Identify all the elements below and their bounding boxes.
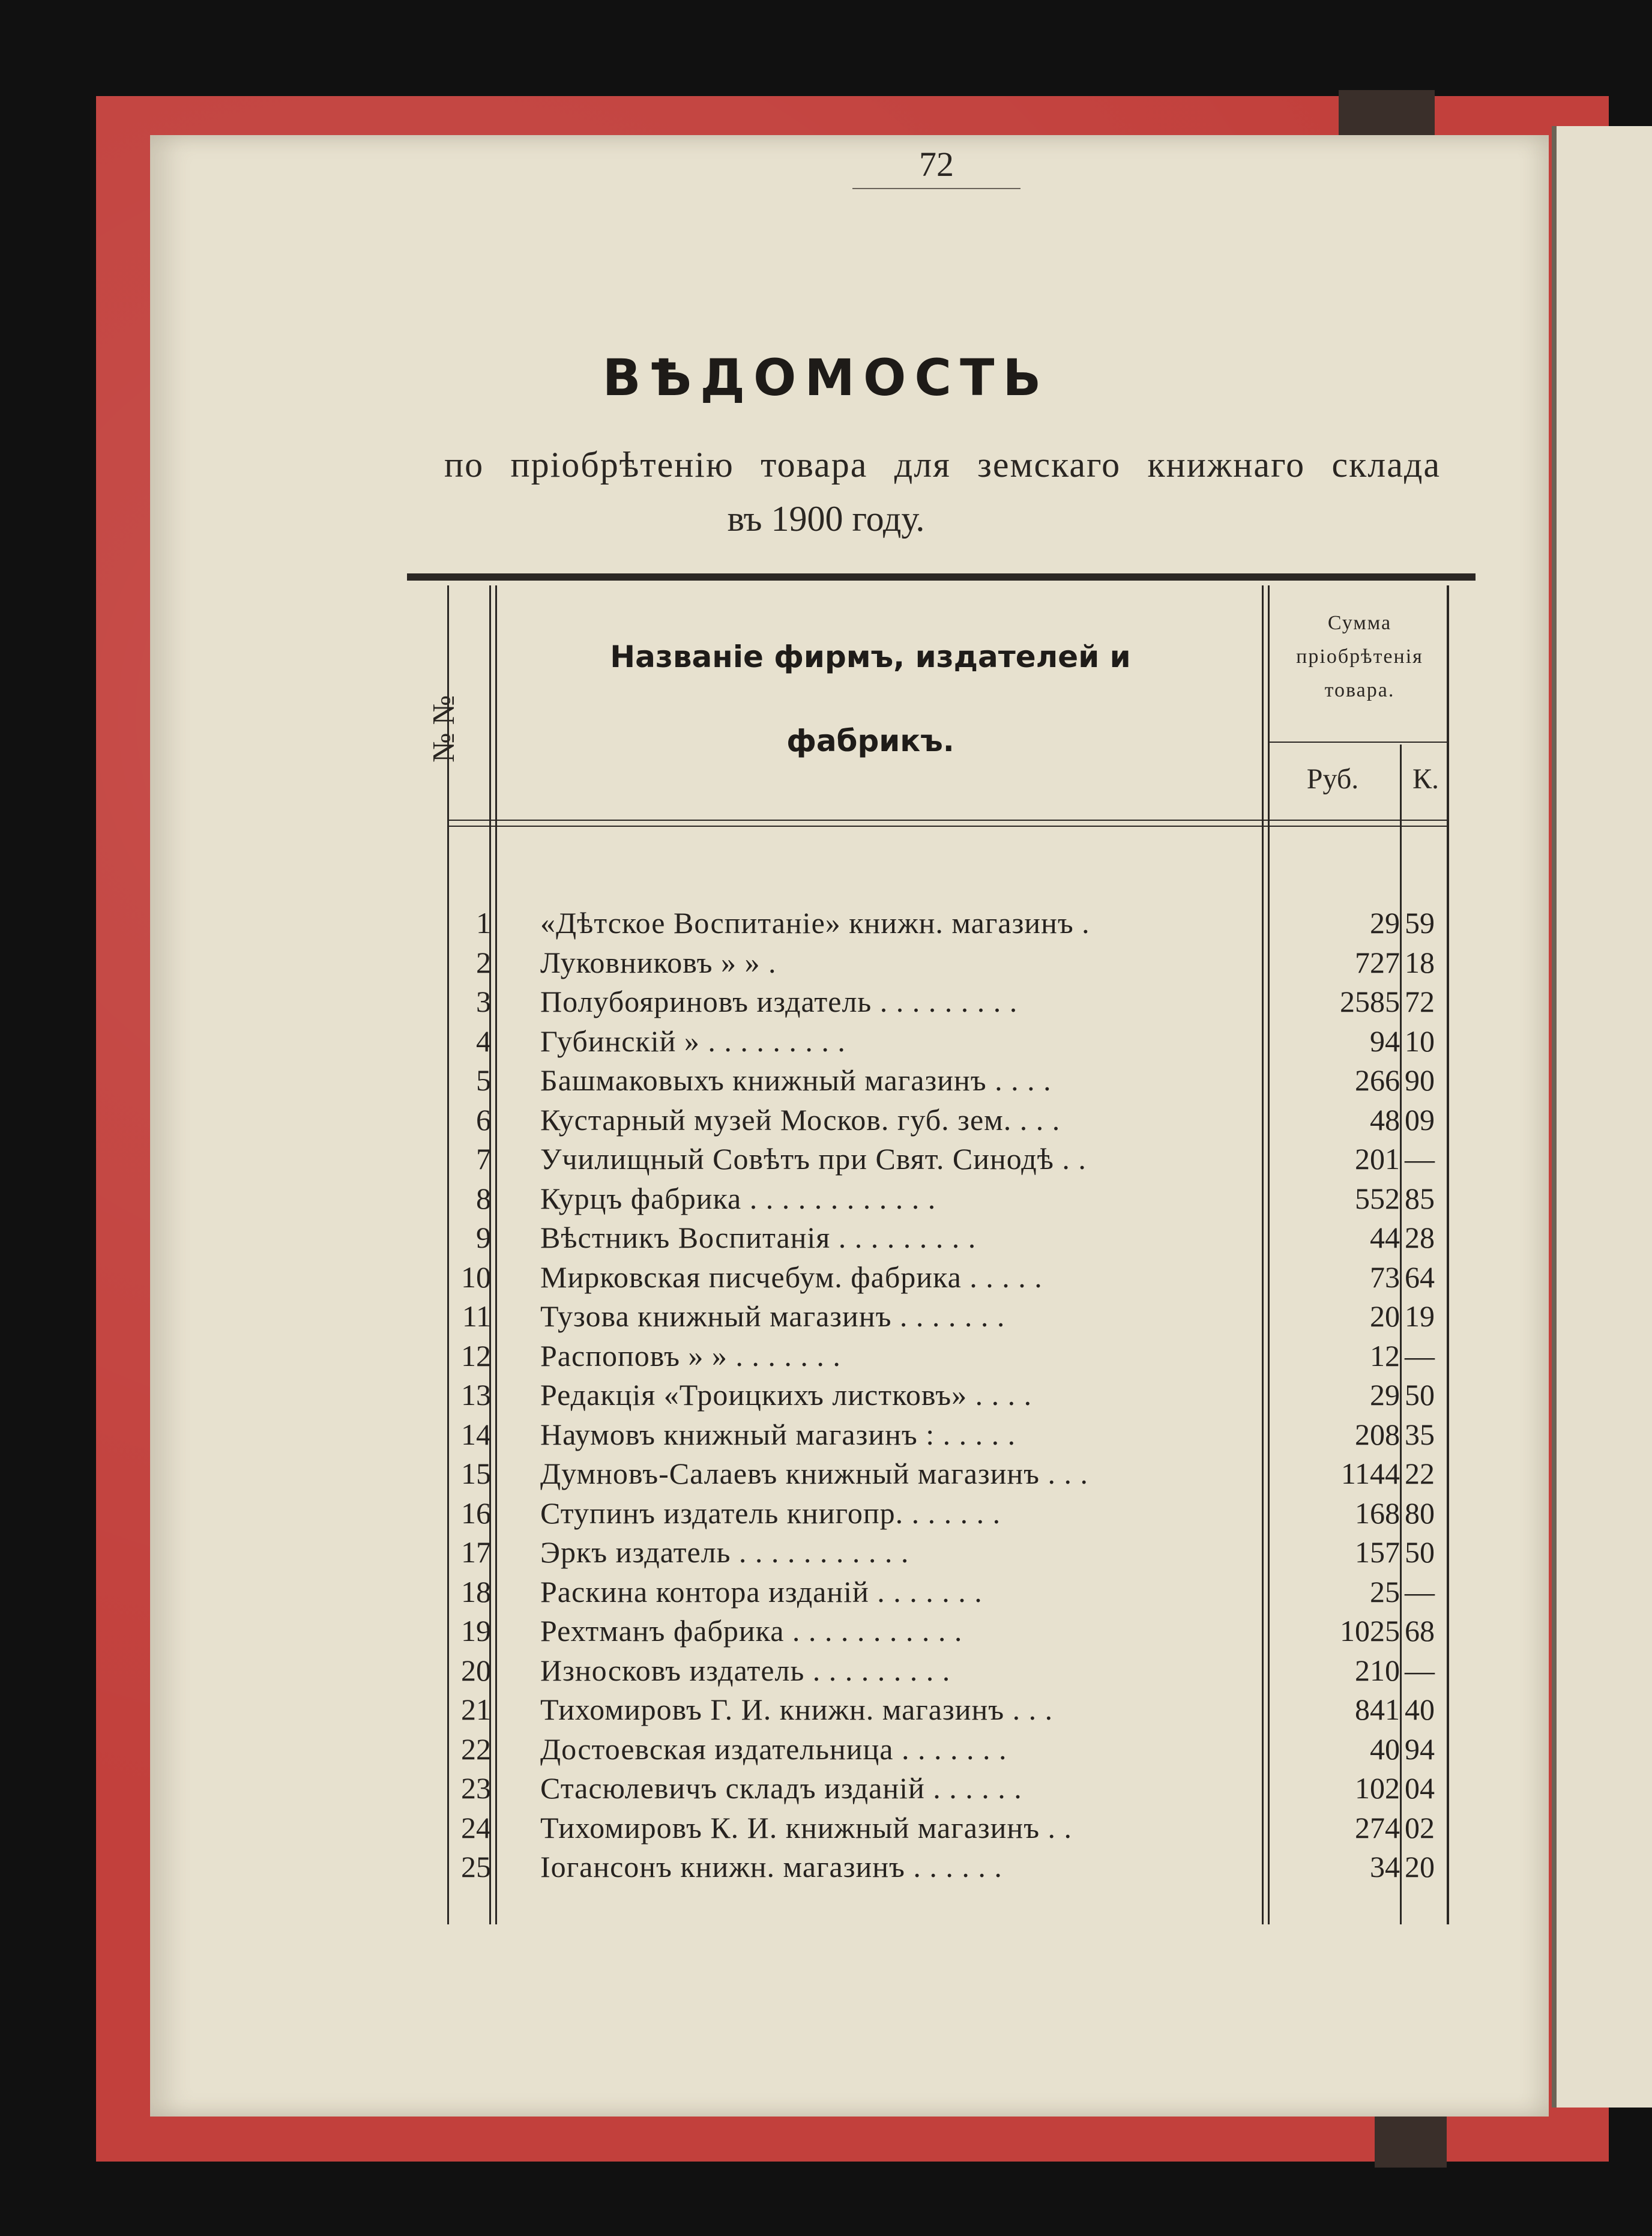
- table-row: [0, 1732, 1652, 1770]
- table-row: [0, 1377, 1652, 1416]
- table-row: [0, 905, 1652, 944]
- row-number: 23: [461, 1771, 491, 1805]
- row-firm-name: Думновъ-Салаевъ книжный магазинъ . . .: [540, 1457, 1089, 1490]
- row-number: 3: [476, 985, 491, 1018]
- row-rubles: 73: [1370, 1260, 1400, 1294]
- row-number: 21: [461, 1693, 491, 1726]
- table-row: [0, 1181, 1652, 1219]
- row-kopecks: 18: [1405, 946, 1435, 979]
- row-firm-name: Стасюлевичъ складъ изданій . . . . . .: [540, 1771, 1022, 1805]
- row-firm-name: Ступинъ издатель книгопр. . . . . . .: [540, 1496, 1001, 1530]
- row-rubles: 94: [1370, 1024, 1400, 1058]
- row-kopecks: 22: [1405, 1457, 1435, 1490]
- row-number: 16: [461, 1496, 491, 1530]
- row-rubles: 266: [1355, 1063, 1400, 1097]
- table-top-rule: [407, 573, 1476, 581]
- row-number: 6: [476, 1103, 491, 1137]
- table-row: [0, 1771, 1652, 1809]
- table-row: [0, 945, 1652, 984]
- table-row: [0, 1574, 1652, 1613]
- row-firm-name: Наумовъ книжный магазинъ : . . . . .: [540, 1418, 1016, 1451]
- row-firm-name: Кустарный музей Москов. губ. зем. . . .: [540, 1103, 1061, 1137]
- row-number: 22: [461, 1732, 491, 1766]
- row-rubles: 29: [1370, 906, 1400, 940]
- row-rubles: 552: [1355, 1182, 1400, 1215]
- row-number: 2: [476, 946, 491, 979]
- row-rubles: 210: [1355, 1654, 1400, 1687]
- row-number: 24: [461, 1811, 491, 1845]
- row-kopecks: 72: [1405, 985, 1435, 1018]
- row-firm-name: Эркъ издатель . . . . . . . . . . .: [540, 1535, 909, 1569]
- row-firm-name: Башмаковыхъ книжный магазинъ . . . .: [540, 1063, 1052, 1097]
- row-number: 20: [461, 1654, 491, 1687]
- table-row: [0, 1220, 1652, 1259]
- row-firm-name: Тихомировъ К. И. книжный магазинъ . .: [540, 1811, 1073, 1845]
- row-number: 1: [476, 906, 491, 940]
- row-firm-name: Рехтманъ фабрика . . . . . . . . . . .: [540, 1614, 963, 1648]
- row-kopecks: 50: [1405, 1535, 1435, 1569]
- row-rubles: 1144: [1340, 1457, 1400, 1490]
- row-firm-name: Луковниковъ » » .: [540, 946, 777, 979]
- row-rubles: 44: [1370, 1221, 1400, 1254]
- row-firm-name: Тихомировъ Г. И. книжн. магазинъ . . .: [540, 1693, 1054, 1726]
- row-kopecks: —: [1405, 1654, 1435, 1687]
- row-kopecks: 09: [1405, 1103, 1435, 1137]
- row-number: 5: [476, 1063, 491, 1097]
- table-header-rule-a: [447, 820, 1449, 821]
- row-number: 15: [461, 1457, 491, 1490]
- row-number: 19: [461, 1614, 491, 1648]
- page-title: ВѢДОМОСТЬ: [602, 348, 1050, 407]
- row-kopecks: 85: [1405, 1182, 1435, 1215]
- row-kopecks: —: [1405, 1339, 1435, 1373]
- row-rubles: 102: [1355, 1771, 1400, 1805]
- row-number: 12: [461, 1339, 491, 1373]
- row-rubles: 841: [1355, 1693, 1400, 1726]
- table-row: [0, 1692, 1652, 1730]
- row-firm-name: Тузова книжный магазинъ . . . . . . .: [540, 1299, 1005, 1333]
- table-row: [0, 1810, 1652, 1849]
- header-sum-line3: товара.: [1324, 679, 1395, 701]
- header-name-line1: Названіе фирмъ, издателей и: [610, 639, 1131, 674]
- table-row: [0, 1417, 1652, 1455]
- row-rubles: 274: [1355, 1811, 1400, 1845]
- row-firm-name: Распоповъ » » . . . . . . .: [540, 1339, 841, 1373]
- row-rubles: 201: [1355, 1142, 1400, 1176]
- book-spine-bottom: [1375, 2114, 1447, 2168]
- page-subtitle-line2: въ 1900 году.: [727, 499, 925, 539]
- row-kopecks: 19: [1405, 1299, 1435, 1333]
- row-number: 9: [476, 1221, 491, 1254]
- row-rubles: 727: [1355, 946, 1400, 979]
- row-number: 17: [461, 1535, 491, 1569]
- row-rubles: 2585: [1340, 985, 1400, 1018]
- table-row: [0, 1456, 1652, 1494]
- header-sum: [1267, 606, 1453, 707]
- table-row: [0, 984, 1652, 1023]
- row-rubles: 1025: [1340, 1614, 1400, 1648]
- row-kopecks: 28: [1405, 1221, 1435, 1254]
- table-header-rule-b: [447, 826, 1449, 827]
- table-row: [0, 1063, 1652, 1101]
- row-firm-name: Училищный Совѣтъ при Свят. Синодѣ . .: [540, 1142, 1087, 1176]
- row-kopecks: 02: [1405, 1811, 1435, 1845]
- page-number: 72: [852, 144, 1020, 189]
- row-number: 10: [461, 1260, 491, 1294]
- header-sum-line2: пріобрѣтенія: [1296, 645, 1423, 668]
- row-rubles: 12: [1370, 1339, 1400, 1373]
- row-number: 25: [461, 1850, 491, 1884]
- row-kopecks: 10: [1405, 1024, 1435, 1058]
- row-firm-name: Износковъ издатель . . . . . . . . .: [540, 1654, 951, 1687]
- row-firm-name: Полубояриновъ издатель . . . . . . . . .: [540, 985, 1018, 1018]
- row-number: 18: [461, 1575, 491, 1609]
- row-number: 8: [476, 1182, 491, 1215]
- row-rubles: 168: [1355, 1496, 1400, 1530]
- header-rub: Руб.: [1306, 763, 1359, 795]
- table-row: [0, 1849, 1652, 1888]
- row-rubles: 34: [1370, 1850, 1400, 1884]
- row-rubles: 157: [1355, 1535, 1400, 1569]
- row-kopecks: 35: [1405, 1418, 1435, 1451]
- table-row: [0, 1653, 1652, 1691]
- header-kop: К.: [1412, 763, 1439, 795]
- row-firm-name: Достоевская издательница . . . . . . .: [540, 1732, 1007, 1766]
- row-kopecks: 90: [1405, 1063, 1435, 1097]
- row-firm-name: Раскина контора изданій . . . . . . .: [540, 1575, 983, 1609]
- row-firm-name: Губинскій » . . . . . . . . .: [540, 1024, 846, 1058]
- row-kopecks: 40: [1405, 1693, 1435, 1726]
- row-firm-name: Вѣстникъ Воспитанія . . . . . . . . .: [540, 1221, 977, 1254]
- row-firm-name: Іогансонъ книжн. магазинъ . . . . . .: [540, 1850, 1002, 1884]
- header-name-line2: фабрикъ.: [786, 724, 954, 758]
- header-sum-line1: Сумма: [1327, 612, 1392, 634]
- row-number: 13: [461, 1378, 491, 1412]
- row-rubles: 20: [1370, 1299, 1400, 1333]
- table-row: [0, 1299, 1652, 1337]
- table-row: [0, 1102, 1652, 1141]
- row-number: 14: [461, 1418, 491, 1451]
- table-row: [0, 1535, 1652, 1573]
- row-kopecks: 59: [1405, 906, 1435, 940]
- row-kopecks: 80: [1405, 1496, 1435, 1530]
- table-row: [0, 1496, 1652, 1534]
- row-kopecks: —: [1405, 1575, 1435, 1609]
- table-row: [0, 1613, 1652, 1652]
- row-firm-name: «Дѣтское Воспитаніе» книжн. магазинъ .: [540, 906, 1090, 940]
- table-row: [0, 1024, 1652, 1062]
- row-rubles: 208: [1355, 1418, 1400, 1451]
- row-kopecks: 64: [1405, 1260, 1435, 1294]
- row-kopecks: 20: [1405, 1850, 1435, 1884]
- row-firm-name: Мирковская писчебум. фабрика . . . . .: [540, 1260, 1043, 1294]
- row-kopecks: 04: [1405, 1771, 1435, 1805]
- row-number: 4: [476, 1024, 491, 1058]
- table-sum-divider: [1268, 742, 1448, 743]
- row-kopecks: 94: [1405, 1732, 1435, 1766]
- header-number: № №: [427, 695, 461, 763]
- table-row: [0, 1141, 1652, 1180]
- row-kopecks: 68: [1405, 1614, 1435, 1648]
- row-number: 11: [462, 1299, 491, 1333]
- table-row: [0, 1260, 1652, 1298]
- row-rubles: 25: [1370, 1575, 1400, 1609]
- row-kopecks: 50: [1405, 1378, 1435, 1412]
- row-rubles: 48: [1370, 1103, 1400, 1137]
- table-row: [0, 1338, 1652, 1377]
- row-rubles: 40: [1370, 1732, 1400, 1766]
- row-kopecks: —: [1405, 1142, 1435, 1176]
- page-subtitle-line1: по пріобрѣтенію товара для земскаго книжнаго склада: [444, 445, 1441, 485]
- row-firm-name: Курцъ фабрика . . . . . . . . . . . .: [540, 1182, 936, 1215]
- row-number: 7: [476, 1142, 491, 1176]
- row-rubles: 29: [1370, 1378, 1400, 1412]
- row-firm-name: Редакція «Троицкихъ листковъ» . . . .: [540, 1378, 1032, 1412]
